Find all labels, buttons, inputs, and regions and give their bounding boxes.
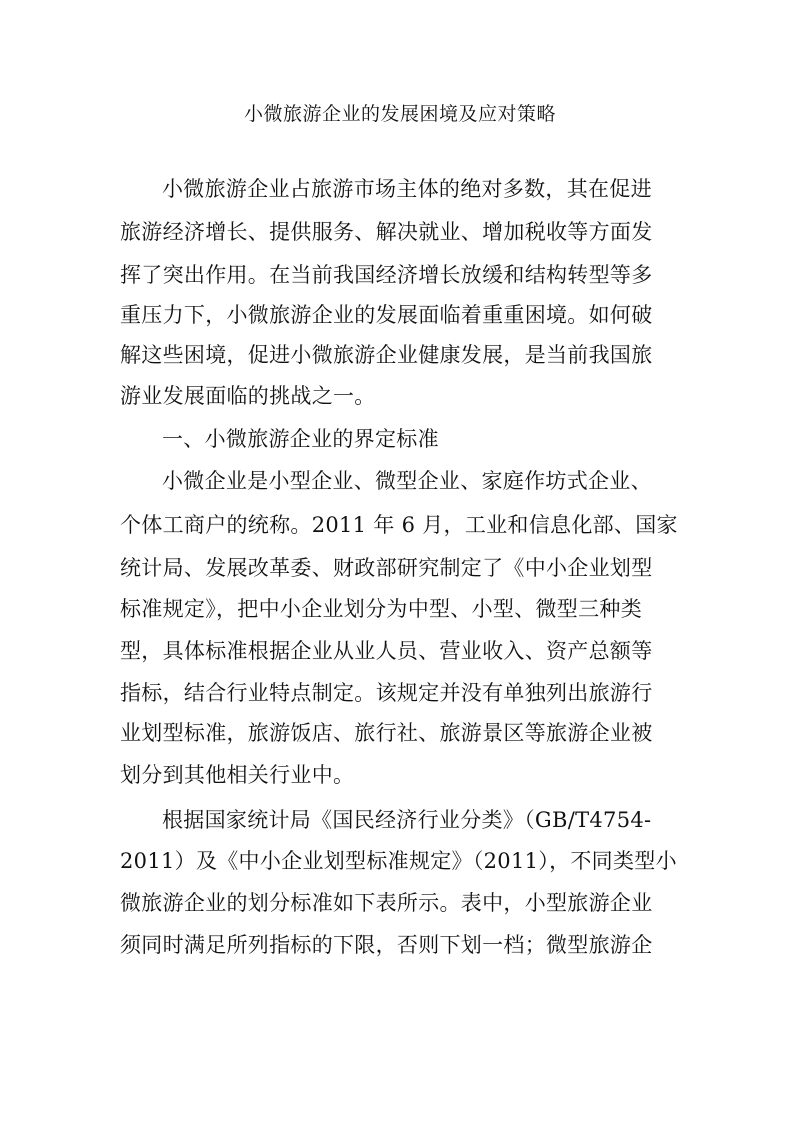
paragraph-line: 2011）及《中小企业划型标准规定》（2011），不同类型小 (120, 849, 677, 873)
paragraph-line: 划分到其他相关行业中。 (120, 763, 355, 787)
paragraph-line: 标准规定》，把中小企业划分为中型、小型、微型三种类 (120, 597, 642, 621)
paragraph-line: 业划型标准，旅游饭店、旅行社、旅游景区等旅游企业被 (120, 721, 653, 745)
paragraph-line: 个体工商户的统称。2011 年 6 月，工业和信息化部、国家 (120, 513, 678, 537)
paragraph-line: 小微企业是小型企业、微型企业、家庭作坊式企业、 (162, 469, 652, 493)
paragraph-line: 挥了突出作用。在当前我国经济增长放缓和结构转型等多 (120, 263, 653, 287)
paragraph-line: 重压力下，小微旅游企业的发展面临着重重困境。如何破 (120, 303, 653, 327)
paragraph-line: 统计局、发展改革委、财政部研究制定了《中小企业划型 (120, 556, 653, 580)
paragraph-line: 须同时满足所列指标的下限，否则下划一档；微型旅游企 (120, 933, 653, 957)
section-heading: 一、小微旅游企业的界定标准 (162, 427, 439, 451)
paragraph-line: 小微旅游企业占旅游市场主体的绝对多数，其在促进 (162, 177, 652, 201)
document-title: 小微旅游企业的发展困境及应对策略 (243, 103, 556, 125)
paragraph-line: 解这些困境，促进小微旅游企业健康发展，是当前我国旅 (120, 343, 653, 367)
paragraph-line: 型，具体标准根据企业从业人员、营业收入、资产总额等 (120, 639, 653, 663)
paragraph-line: 游业发展面临的挑战之一。 (120, 384, 376, 408)
paragraph-line: 微旅游企业的划分标准如下表所示。表中，小型旅游企业 (120, 891, 653, 915)
paragraph-line: 根据国家统计局《国民经济行业分类》（GB/T4754- (162, 808, 652, 832)
paragraph-line: 指标，结合行业特点制定。该规定并没有单独列出旅游行 (120, 681, 653, 705)
paragraph-line: 旅游经济增长、提供服务、解决就业、增加税收等方面发 (120, 220, 653, 244)
